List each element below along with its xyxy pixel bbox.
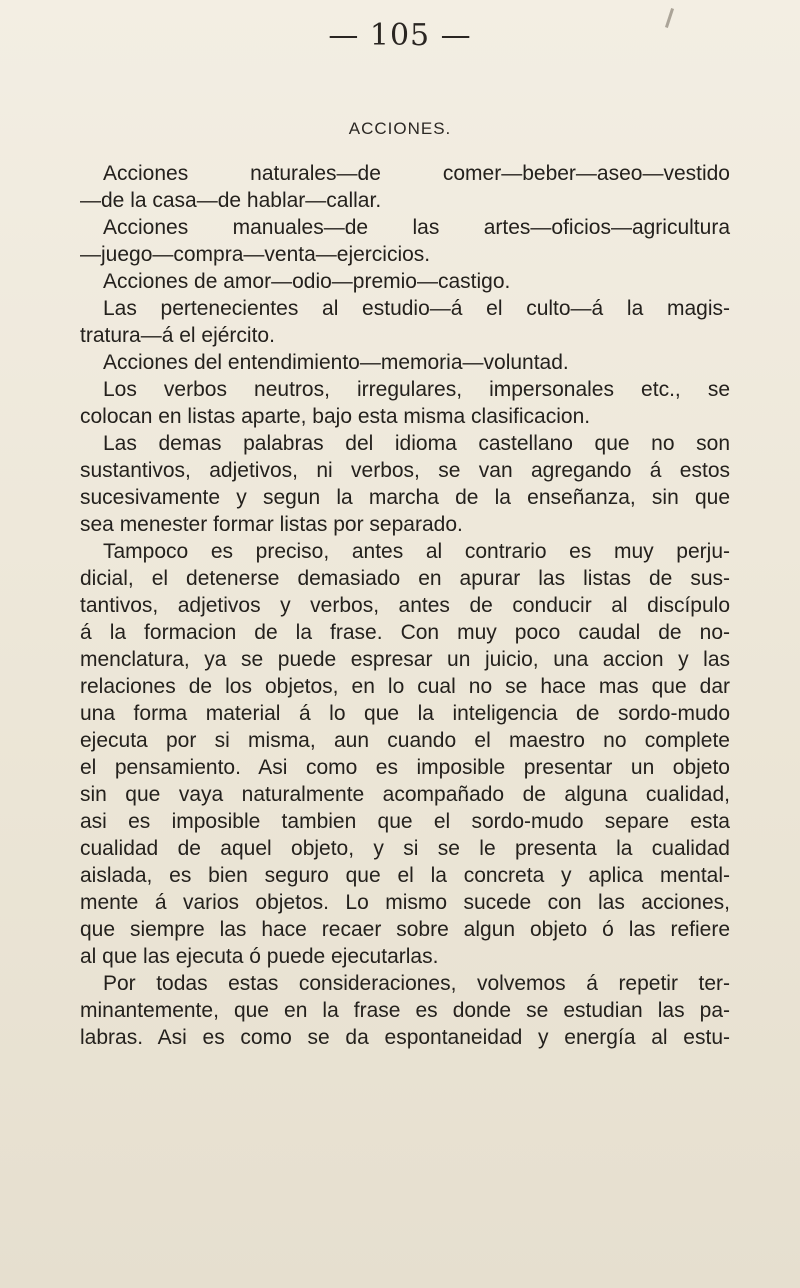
text-line: Tampoco es preciso, antes al contrario es muy perju- (103, 540, 730, 563)
text-line: ejecuta por si misma, aun cuando el maestro no complete (80, 729, 730, 752)
text-line: Las pertenecientes al estudio—á el culto—á la magis- (103, 297, 730, 320)
text-line: una forma material á lo que la inteligencia de sordo-mudo (80, 702, 730, 725)
text-line: menclatura, ya se puede espresar un juicio, una accion y las (80, 648, 730, 671)
paragraph (80, 268, 730, 295)
text-line: á la formacion de la frase. Con muy poco caudal de no- (80, 621, 730, 644)
text-line: colocan en listas aparte, bajo esta misma clasificacion. (80, 405, 591, 428)
body-text (80, 160, 730, 1051)
text-line: —juego—compra—venta—ejercicios. (80, 243, 431, 266)
text-line: el pensamiento. Asi como es imposible presentar un objeto (80, 756, 730, 779)
text-line: tantivos, adjetivos y verbos, antes de conducir al discípulo (80, 594, 730, 617)
text-line: tratura—á el ejército. (80, 324, 275, 347)
text-line: sustantivos, adjetivos, ni verbos, se van agregando á estos (80, 459, 730, 482)
text-line: sea menester formar listas por separado. (80, 513, 463, 536)
text-line: sucesivamente y segun la marcha de la enseñanza, sin que (80, 486, 730, 509)
paragraph (80, 160, 730, 214)
section-heading: ACCIONES. (348, 119, 452, 138)
paragraph (80, 970, 730, 1051)
text-line: Acciones de amor—odio—premio—castigo. (103, 270, 511, 293)
text-line: asi es imposible tambien que el sordo-mudo separe esta (80, 810, 730, 833)
text-line: Los verbos neutros, irregulares, impersonales etc., se (103, 378, 730, 401)
paragraph (80, 538, 730, 970)
text-line: Las demas palabras del idioma castellano que no son (103, 432, 730, 455)
text-line: labras. Asi es como se da espontaneidad y energía al estu- (80, 1026, 730, 1049)
text-line: al que las ejecuta ó puede ejecutarlas. (80, 945, 439, 968)
text-line: relaciones de los objetos, en lo cual no se hace mas que dar (80, 675, 730, 698)
text-line: mente á varios objetos. Lo mismo sucede con las acciones, (80, 891, 730, 914)
text-line: Acciones manuales—de las artes—oficios—agricultura (103, 216, 730, 239)
paragraph (80, 430, 730, 538)
text-line: Acciones del entendimiento—memoria—voluntad. (103, 351, 569, 374)
text-line: cualidad de aquel objeto, y si se le presenta la cualidad (80, 837, 730, 860)
paragraph (80, 295, 730, 349)
text-line: dicial, el detenerse demasiado en apurar las listas de sus- (80, 567, 730, 590)
text-line: Acciones naturales—de comer—beber—aseo—vestido (103, 162, 730, 185)
text-line: aislada, es bien seguro que el la concreta y aplica mental- (80, 864, 730, 887)
text-line: —de la casa—de hablar—callar. (80, 189, 382, 212)
text-line: minantemente, que en la frase es donde se estudian las pa- (80, 999, 730, 1022)
text-line: sin que vaya naturalmente acompañado de alguna cualidad, (80, 783, 730, 806)
page-number: — 105 — (328, 18, 472, 53)
paragraph (80, 376, 730, 430)
text-line: Por todas estas consideraciones, volvemos á repetir ter- (103, 972, 730, 995)
paragraph (80, 214, 730, 268)
text-line: que siempre las hace recaer sobre algun objeto ó las refiere (80, 918, 730, 941)
paragraph (80, 349, 730, 376)
